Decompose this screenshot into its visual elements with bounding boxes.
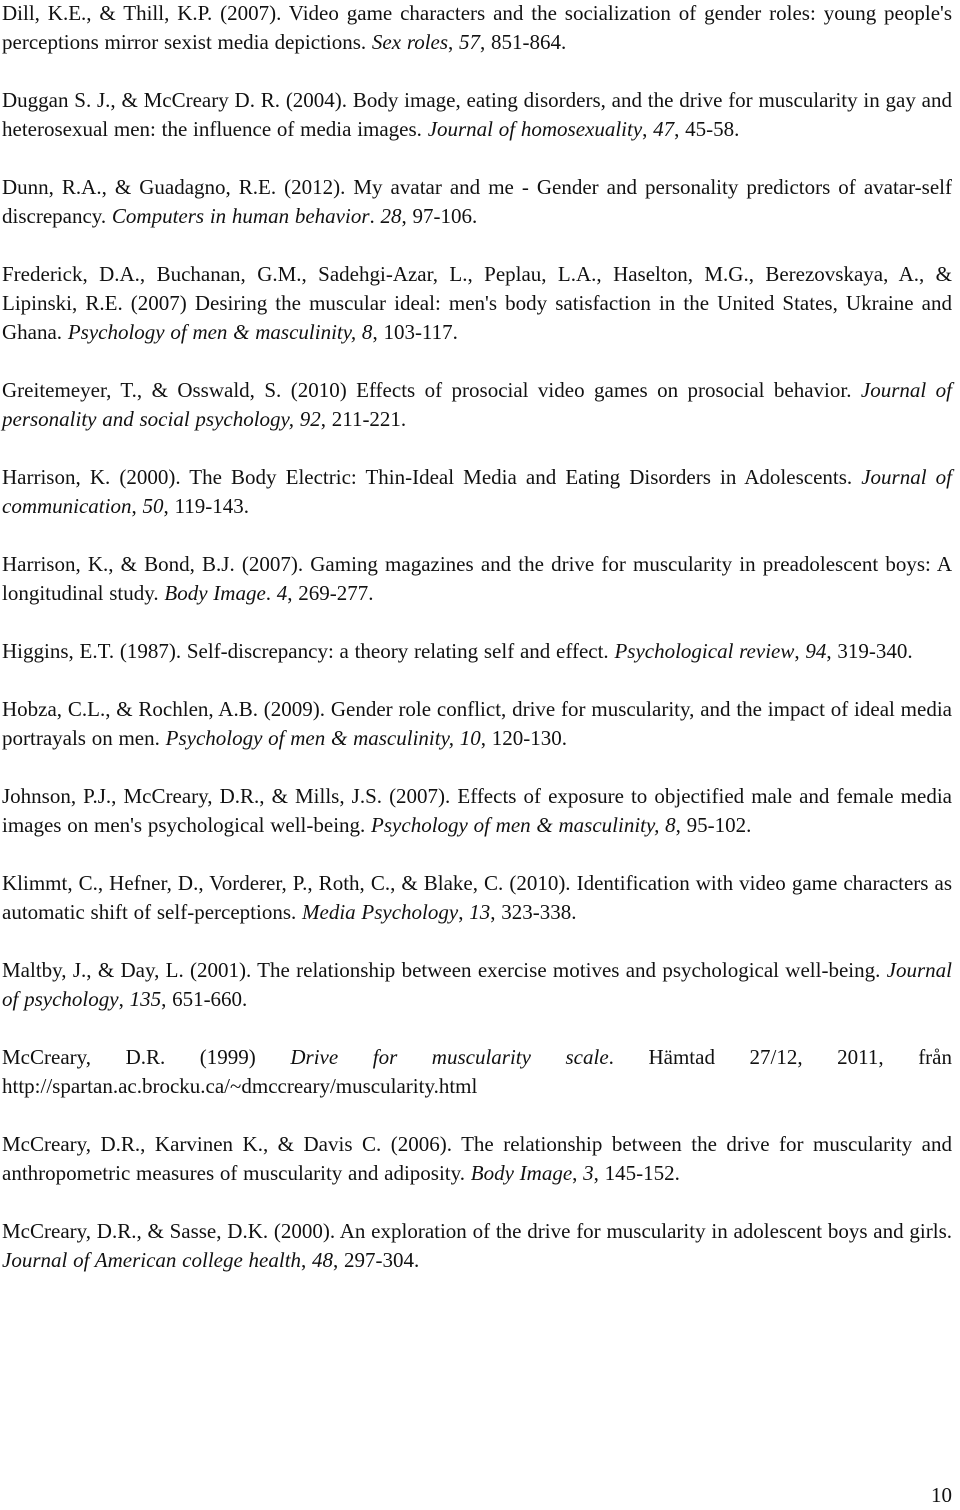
reference-italic-text: 135 — [129, 987, 162, 1011]
reference-italic-text: Psychological review — [614, 639, 795, 663]
reference-entry — [2, 1130, 952, 1188]
reference-entry — [2, 956, 952, 1014]
reference-entry — [2, 782, 952, 840]
reference-italic-text: Journal of American college health — [2, 1248, 302, 1272]
reference-text: Higgins, E.T. (1987). Self-discrepancy: a theory relating self and effect. — [2, 639, 615, 663]
reference-text: , 211-221. — [320, 407, 407, 431]
reference-italic-text: Journal of homosexuality — [427, 117, 643, 141]
reference-text: Harrison, K., & Bond, B.J. (2007). Gaming magazines and the drive for muscularity in preadolescent boys: A longitudinal study. — [2, 552, 952, 605]
reference-text: , — [572, 1161, 584, 1185]
reference-entry — [2, 0, 952, 57]
reference-entry — [2, 695, 952, 753]
reference-italic-text: 28 — [380, 204, 402, 228]
reference-entry — [2, 869, 952, 927]
reference-text: , — [794, 639, 806, 663]
reference-italic-text: Drive for muscularity scale — [290, 1045, 609, 1069]
reference-text: , 103-117. — [372, 320, 458, 344]
reference-text: Frederick, D.A., Buchanan, G.M., Sadehgi-Azar, L., Peplau, L.A., Haselton, M.G., Berezovskaya, A., & Lipinski, R.E. (2007) Desiring the muscular ideal: men's body satisfaction in the United States, Ukraine and Ghana. — [2, 262, 952, 344]
reference-entry — [2, 1043, 952, 1101]
reference-text: , 95-102. — [675, 813, 752, 837]
reference-entry — [2, 376, 952, 434]
reference-text: Harrison, K. (2000). The Body Electric: Thin-Ideal Media and Eating Disorders in Adolescents. — [2, 465, 862, 489]
reference-text: Johnson, P.J., McCreary, D.R., & Mills, J.S. (2007). Effects of exposure to objectified male and female media images on men's psychological well-being. — [2, 784, 952, 837]
reference-entry — [2, 463, 952, 521]
reference-italic-text: 13 — [469, 900, 491, 924]
reference-italic-text: 4 — [276, 581, 288, 605]
page-number: 10 — [931, 1483, 952, 1507]
reference-italic-text: Sex roles — [371, 30, 449, 54]
reference-italic-text: Journal of psychology — [2, 958, 952, 1011]
reference-text: . — [265, 581, 277, 605]
reference-text: Maltby, J., & Day, L. (2001). The relationship between exercise motives and psychological well-being. — [2, 958, 887, 982]
reference-text: McCreary, D.R., Karvinen K., & Davis C. (2006). The relationship between the drive for muscularity and anthropometric measures of muscularity and adiposity. — [2, 1132, 952, 1185]
reference-italic-text: Journal of personality and social psychology, 92 — [2, 378, 952, 431]
reference-text: , 45-58. — [674, 117, 740, 141]
reference-italic-text: Computers in human behavior — [111, 204, 370, 228]
reference-text: . — [369, 204, 381, 228]
reference-text: , 269-277. — [287, 581, 374, 605]
reference-text: Duggan S. J., & McCreary D. R. (2004). Body image, eating disorders, and the drive for muscularity in gay and heterosexual men: the influence of media images. — [2, 88, 952, 141]
reference-italic-text: 47 — [653, 117, 675, 141]
reference-italic-text: 48 — [312, 1248, 334, 1272]
reference-text: Klimmt, C., Hefner, D., Vorderer, P., Roth, C., & Blake, C. (2010). Identification with video game characters as automatic shift of self-perceptions. — [2, 871, 952, 924]
reference-entry — [2, 260, 952, 347]
reference-italic-text: Psychology of men & masculinity, 8 — [371, 813, 676, 837]
reference-text: , 97-106. — [401, 204, 478, 228]
reference-entry — [2, 86, 952, 144]
reference-text: Dunn, R.A., & Guadagno, R.E. (2012). My avatar and me - Gender and personality predictors of avatar-self discrepancy. — [2, 175, 952, 228]
reference-italic-text: 3 — [583, 1161, 594, 1185]
reference-text: , — [458, 900, 470, 924]
reference-italic-text: 94 — [805, 639, 827, 663]
reference-text: , 851-864. — [480, 30, 567, 54]
reference-text: , 119-143. — [163, 494, 249, 518]
reference-text: . Hämtad 27/12, 2011, från http://spartan.ac.brocku.ca/~dmccreary/muscularity.html — [2, 1045, 952, 1098]
reference-text: McCreary, D.R., & Sasse, D.K. (2000). An exploration of the drive for muscularity in adolescent boys and girls. — [2, 1219, 952, 1243]
reference-entry — [2, 173, 952, 231]
reference-text: , — [301, 1248, 313, 1272]
reference-entry — [2, 1217, 952, 1275]
reference-italic-text: Body Image — [164, 581, 266, 605]
reference-text: , — [131, 494, 143, 518]
reference-text: Greitemeyer, T., & Osswald, S. (2010) Effects of prosocial video games on prosocial behavior. — [2, 378, 861, 402]
reference-text: , — [642, 117, 654, 141]
reference-text: , 651-660. — [161, 987, 248, 1011]
reference-list — [2, 0, 952, 1304]
reference-italic-text: Journal of communication — [2, 465, 952, 518]
reference-italic-text: 57 — [459, 30, 481, 54]
reference-text: , — [448, 30, 460, 54]
reference-entry — [2, 550, 952, 608]
reference-entry — [2, 637, 952, 666]
reference-text: , 297-304. — [333, 1248, 420, 1272]
reference-text: , 120-130. — [480, 726, 567, 750]
reference-text: Hobza, C.L., & Rochlen, A.B. (2009). Gender role conflict, drive for muscularity, and the impact of ideal media portrayals on men. — [2, 697, 952, 750]
reference-italic-text: Media Psychology — [302, 900, 459, 924]
reference-italic-text: Psychology of men & masculinity, 8 — [67, 320, 373, 344]
reference-text: , 323-338. — [490, 900, 577, 924]
reference-text: , 319-340. — [826, 639, 913, 663]
reference-text: Dill, K.E., & Thill, K.P. (2007). Video game characters and the socialization of gender roles: young people's perceptions mirror sexist media depictions. — [2, 1, 952, 54]
reference-text: , 145-152. — [593, 1161, 680, 1185]
reference-italic-text: 50 — [142, 494, 164, 518]
reference-italic-text: Body Image — [470, 1161, 573, 1185]
reference-text: McCreary, D.R. (1999) — [2, 1045, 291, 1069]
reference-italic-text: Psychology of men & masculinity, 10 — [165, 726, 481, 750]
reference-text: , — [118, 987, 130, 1011]
